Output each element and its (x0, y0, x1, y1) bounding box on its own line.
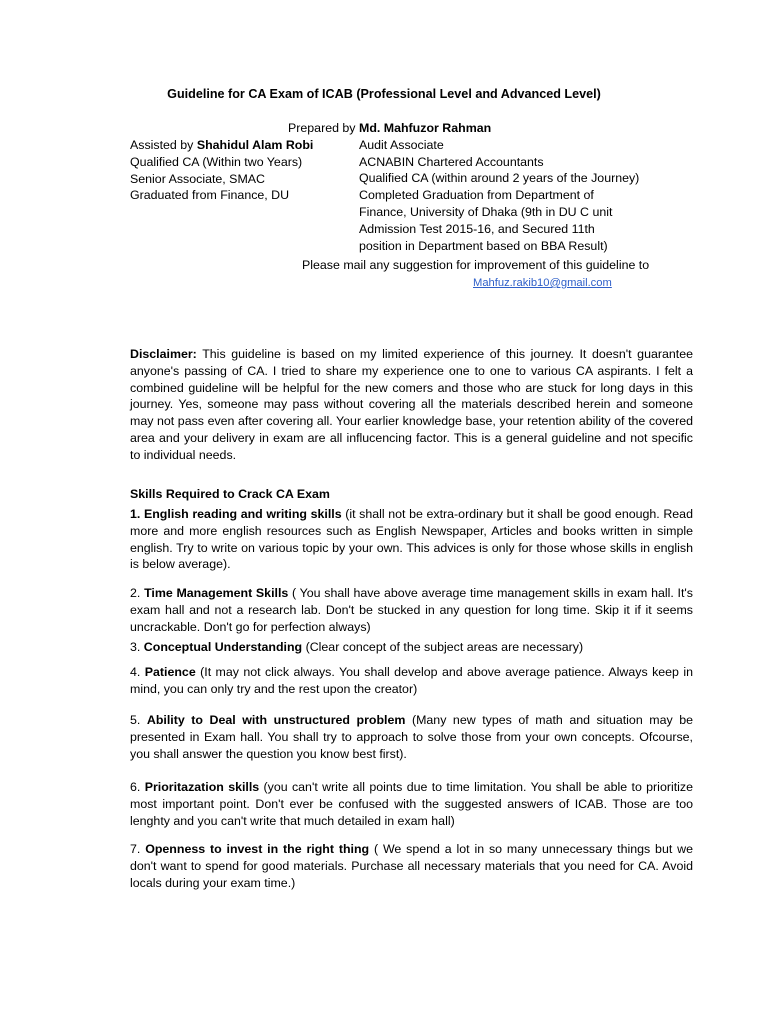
skill-text: ( We spend a lot in so many unnecessary things but we don't want to spend for good materials. Purchase all necessary materials that you need for CA. Avoid locals during your exam time.) (130, 842, 693, 890)
skill-item (130, 664, 693, 698)
mail-suggestion-note: Please mail any suggestion for improvement of this guideline to (302, 258, 650, 272)
skill-item (130, 779, 693, 829)
disclaimer-label: Disclaimer: (130, 347, 197, 361)
author-line: Audit Associate (359, 137, 444, 152)
skill-number: 1. (130, 507, 141, 521)
author-line: Qualified CA (within around 2 years of the Journey) (359, 171, 640, 186)
skill-number: 4. (130, 665, 141, 679)
skills-heading: Skills Required to Crack CA Exam (130, 487, 330, 501)
author-line: ACNABIN Chartered Accountants (359, 154, 544, 169)
assistant-line: Graduated from Finance, DU (130, 188, 290, 203)
document-title: Guideline for CA Exam of ICAB (Professional Level and Advanced Level) (167, 87, 601, 101)
author-line: Completed Graduation from Department of (359, 188, 594, 203)
skill-number: 3. (130, 640, 141, 654)
skill-title: Openness to invest in the right thing (145, 842, 370, 856)
disclaimer-paragraph (130, 346, 693, 464)
skill-title: English reading and writing skills (143, 507, 342, 521)
skill-item (130, 585, 693, 635)
author-block (359, 120, 659, 254)
assistant-name: Shahidul Alam Robi (196, 138, 314, 152)
skill-title: Time Management Skills (144, 586, 289, 600)
skill-number: 5. (130, 713, 141, 727)
skill-text: (it shall not be extra-ordinary but it shall be good enough. Read more and more english resources such as English Newspaper, Articles and books written in simple english. Try to write on various topic by your own. This advices is only for those whose skills in english is below average). (130, 507, 693, 572)
assistant-line: Senior Associate, SMAC (130, 171, 265, 186)
skill-item (130, 712, 693, 762)
disclaimer-text: This guideline is based on my limited experience of this journey. It doesn't guarantee anyone's passing of CA. I tried to share my experience one to one to various CA aspirants. I felt a combined guideline will be helpful for the new comers and those who are stuck for long days in this journey. Yes, someone may pass without covering all the materials described herein and someone may not pass even after covering all. Your earlier knowledge base, your retention ability of the covered area and your delivery in exam are all influcencing factor. This is a general guideline and not specific to individual needs. (130, 347, 693, 462)
skill-title: Patience (144, 665, 196, 679)
prepared-by-label: Prepared by (288, 121, 356, 135)
author-name: Md. Mahfuzor Rahman (359, 121, 492, 135)
author-line: position in Department based on BBA Result) (359, 238, 608, 253)
skill-text: (Clear concept of the subject areas are necessary) (302, 640, 584, 654)
skill-item (130, 506, 693, 573)
author-line: Admission Test 2015-16, and Secured 11th (359, 221, 595, 236)
skill-number: 6. (130, 780, 141, 794)
skill-text: (It may not click always. You shall develop and above average patience. Always keep in mind, you can only try and the rest upon the creator) (130, 665, 693, 696)
assisted-by-label: Assisted by (130, 138, 194, 152)
skill-number: 2. (130, 586, 141, 600)
skill-number: 7. (130, 842, 141, 856)
email-link[interactable]: Mahfuz.rakib10@gmail.com (473, 277, 612, 289)
skill-title: Conceptual Understanding (143, 640, 303, 654)
assistant-heading (130, 137, 340, 154)
skill-item (130, 841, 693, 891)
assistant-block (130, 137, 340, 204)
author-line: Finance, University of Dhaka (9th in DU C unit (359, 204, 613, 219)
skill-title: Ability to Deal with unstructured problem (146, 713, 406, 727)
assistant-line: Qualified CA (Within two Years) (130, 154, 303, 169)
skill-text: ( You shall have above average time management skills in exam hall. It's exam hall and not a research lab. Don't be stucked in any question for long time. Skip it if it seems uncrackable. Don't go for perfection always) (130, 586, 693, 634)
skill-text: (Many new types of math and situation may be presented in Exam hall. You shall try to approach to solve those from your own concepts. Ofcourse, you shall answer the question you know best first). (130, 713, 693, 761)
skill-title: Prioritazation skills (144, 780, 260, 794)
skill-text: (you can't write all points due to time limitation. You shall be able to prioritize most important point. Don't ever be confused with the suggested answers of ICAB. Those are too lenghty and you can't write that much detailed in exam hall) (130, 780, 693, 828)
skill-item (130, 639, 693, 656)
